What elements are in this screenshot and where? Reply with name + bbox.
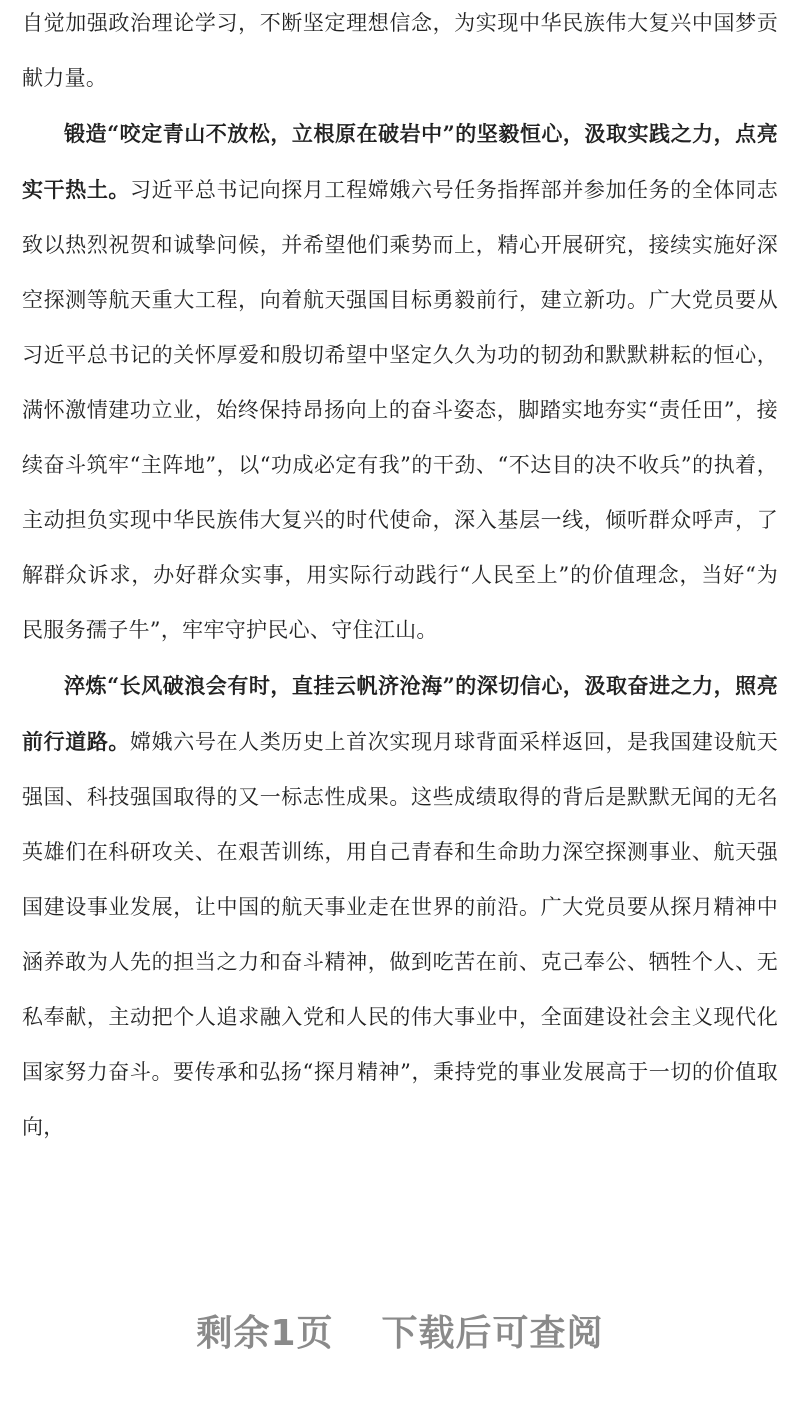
document-body <box>22 0 778 1155</box>
paragraph-2-text: 习近平总书记向探月工程嫦娥六号任务指挥部并参加任务的全体同志致以热烈祝贺和诚挚问候，并希望他们乘势而上，精心开展研究，接续实施好深空探测等航天重大工程，向着航天强国目标勇毅前行，建立新功。广大党员要从习近平总书记的关怀厚爱和殷切希望中坚定久久为功的韧劲和默默耕耘的恒心，满怀激情建功立业，始终保持昂扬向上的奋斗姿态，脚踏实地夯实“责任田”，接续奋斗筑牢“主阵地”，以“功成必定有我”的干劲、“不达目的决不收兵”的执着，主动担负实现中华民族伟大复兴的时代使命，深入基层一线，倾听群众呼声，了解群众诉求，办好群众实事，用实际行动践行“人民至上”的价值理念，当好“为民服务孺子牛”，牢牢守护民心、守住江山。 <box>22 178 778 642</box>
download-to-view-label: 下载后可查阅 <box>381 1313 604 1354</box>
paragraph-1 <box>22 0 778 106</box>
paragraph-2-lead: 锻造“咬定青山不放松，立根原在破岩中”的坚毅恒心，汲取实践之力，点亮实干热土。 <box>22 121 778 202</box>
remaining-pages-label: 剩余1页 <box>196 1313 334 1354</box>
paragraph-3 <box>22 658 778 1155</box>
paragraph-1-text: 自觉加强政治理论学习，不断坚定理想信念，为实现中华民族伟大复兴中国梦贡献力量。 <box>22 11 778 90</box>
download-prompt[interactable] <box>0 1305 800 1356</box>
paragraph-2 <box>22 106 778 658</box>
paragraph-3-lead: 淬炼“长风破浪会有时，直挂云帆济沧海”的深切信心，汲取奋进之力，照亮前行道路。 <box>22 673 778 754</box>
paragraph-3-text: 嫦娥六号在人类历史上首次实现月球背面采样返回，是我国建设航天强国、科技强国取得的又一标志性成果。这些成绩取得的背后是默默无闻的无名英雄们在科研攻关、在艰苦训练，用自己青春和生命助力深空探测事业、航天强国建设事业发展，让中国的航天事业走在世界的前沿。广大党员要从探月精神中涵养敢为人先的担当之力和奋斗精神，做到吃苦在前、克己奉公、牺牲个人、无私奉献，主动把个人追求融入党和人民的伟大事业中，全面建设社会主义现代化国家努力奋斗。要传承和弘扬“探月精神”，秉持党的事业发展高于一切的价值取向， <box>22 730 778 1139</box>
